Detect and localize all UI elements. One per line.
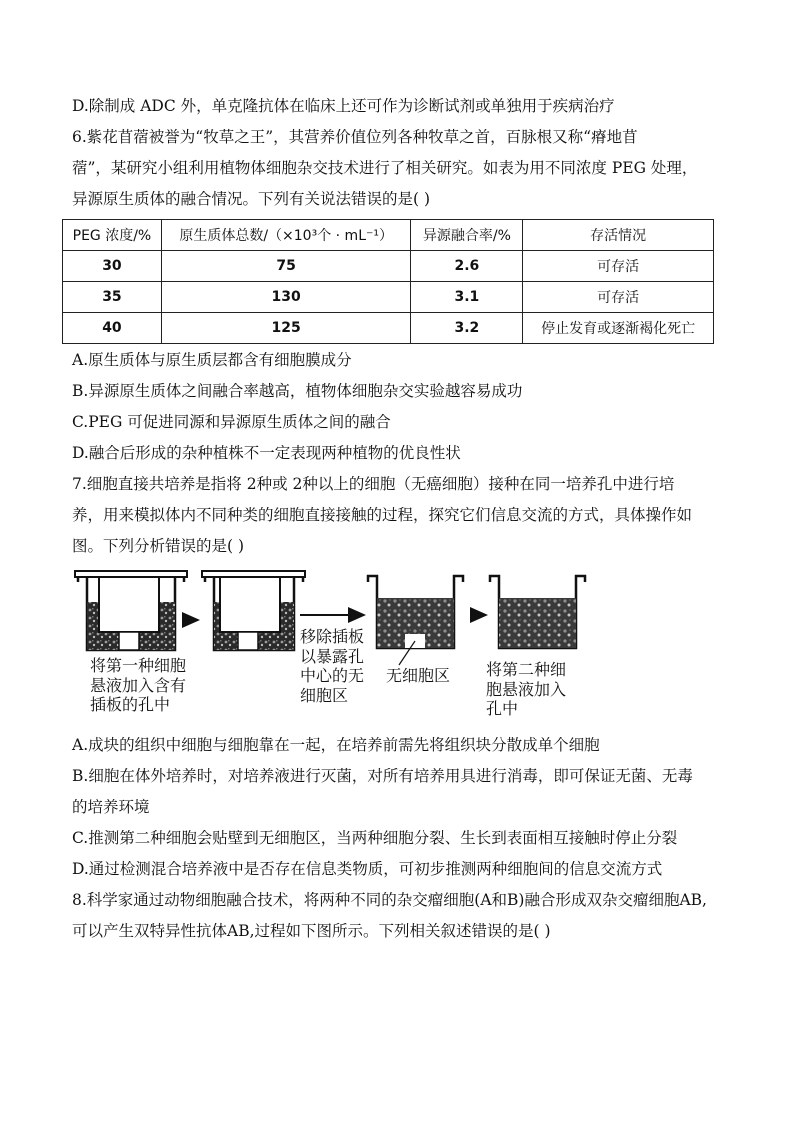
- well-cell-free-zone: [368, 576, 463, 665]
- table-header: 存活情况: [523, 220, 714, 251]
- table-cell: 30: [63, 251, 162, 282]
- option-b-q7: B.细胞在体外培养时，对培养液进行灭菌，对所有培养用具进行消毒，即可保证无菌、无毒: [72, 767, 693, 785]
- question-7-stem-2: 养，用来模拟体内不同种类的细胞直接接触的过程，探究它们信息交流的方式，具体操作如: [72, 506, 693, 524]
- option-d-q7: D.通过检测混合培养液中是否存在信息类物质，可初步推测两种细胞间的信息交流方式: [72, 860, 663, 878]
- question-6-stem-1: 6.紫花苜蓿被誉为“牧草之王”，其营养价值位列各种牧草之首，百脉根又称“瘠地苜: [72, 128, 638, 146]
- table-row: [63, 251, 714, 282]
- caption-line: 中心的无: [300, 666, 365, 685]
- coculture-figure: [72, 568, 712, 720]
- option-b-q7-cont: 的培养环境: [72, 798, 150, 816]
- question-6-stem-3: 异源原生质体的融合情况。下列有关说法错误的是( ): [72, 190, 431, 208]
- table-cell: 2.6: [411, 251, 523, 282]
- well-with-insert-2: [202, 571, 305, 650]
- caption-line: 胞悬液加入: [486, 679, 567, 699]
- question-8-stem-2: 可以产生双特异性抗体AB,过程如下图所示。下列相关叙述错误的是( ): [72, 922, 551, 940]
- caption-line: 将第一种细胞: [90, 656, 187, 675]
- option-a-q7: A.成块的组织中细胞与细胞靠在一起，在培养前需先将组织块分散成单个细胞: [72, 736, 600, 754]
- caption-line: 插板的孔中: [90, 695, 171, 714]
- table-header: PEG 浓度/%: [63, 220, 162, 251]
- question-8-stem-1: 8.科学家通过动物细胞融合技术，将两种不同的杂交瘤细胞(A和B)融合形成双杂交瘤细胞AB,: [72, 891, 707, 909]
- option-b-q6: B.异源原生质体之间融合率越高，植物体细胞杂交实验越容易成功: [72, 382, 523, 400]
- caption-step-4: [486, 660, 566, 719]
- table-cell: 3.2: [411, 313, 523, 344]
- table-cell: 可存活: [523, 251, 714, 282]
- question-7-stem-3: 图。下列分析错误的是( ): [72, 537, 245, 555]
- question-6-stem-2: 蓿”，某研究小组利用植物体细胞杂交技术进行了相关研究。如表为用不同浓度 PEG 处理，: [72, 159, 698, 177]
- table-row: [63, 313, 714, 344]
- caption-line: 孔中: [486, 699, 519, 718]
- caption-line: 悬液加入含有: [90, 675, 187, 695]
- option-c-q6: C.PEG 可促进同源和异源原生质体之间的融合: [72, 413, 391, 431]
- caption-line: 以暴露孔: [300, 646, 365, 666]
- option-d-q6: D.融合后形成的杂种植株不一定表现两种植物的优良性状: [72, 444, 461, 462]
- option-d-q5: D.除制成 ADC 外，单克隆抗体在临床上还可作为诊断试剂或单独用于疾病治疗: [72, 97, 615, 115]
- table-cell: 3.1: [411, 282, 523, 313]
- table-cell: 35: [63, 282, 162, 313]
- table-cell: 130: [161, 282, 411, 313]
- table-header-row: [63, 220, 714, 251]
- option-c-q7: C.推测第二种细胞会贴壁到无细胞区，当两种细胞分裂、生长到表面相互接触时停止分裂: [72, 829, 678, 847]
- caption-cell-free-zone: 无细胞区: [386, 666, 451, 685]
- well-second-cells: [490, 576, 585, 648]
- caption-line: 将第二种细: [486, 660, 567, 679]
- peg-fusion-table: [62, 219, 714, 344]
- table-header: 异源融合率/%: [411, 220, 523, 251]
- caption-step-1: [90, 656, 186, 715]
- well-with-insert-1: [75, 571, 187, 650]
- table-cell: 可存活: [523, 282, 714, 313]
- caption-line: 移除插板: [300, 627, 365, 646]
- question-7-stem-1: 7.细胞直接共培养是指将 2种或 2种以上的细胞（无癌细胞）接种在同一培养孔中进行培: [72, 475, 675, 493]
- table-cell: 75: [161, 251, 411, 282]
- option-a-q6: A.原生质体与原生质层都含有细胞膜成分: [72, 351, 352, 369]
- table-cell: 40: [63, 313, 162, 344]
- table-cell: 停止发育或逐渐褐化死亡: [523, 313, 714, 344]
- table-row: [63, 282, 714, 313]
- caption-line: 细胞区: [300, 685, 349, 705]
- table-cell: 125: [161, 313, 411, 344]
- caption-step-2: [300, 627, 364, 705]
- table-header: 原生质体总数/（×10³个 · mL⁻¹）: [161, 220, 411, 251]
